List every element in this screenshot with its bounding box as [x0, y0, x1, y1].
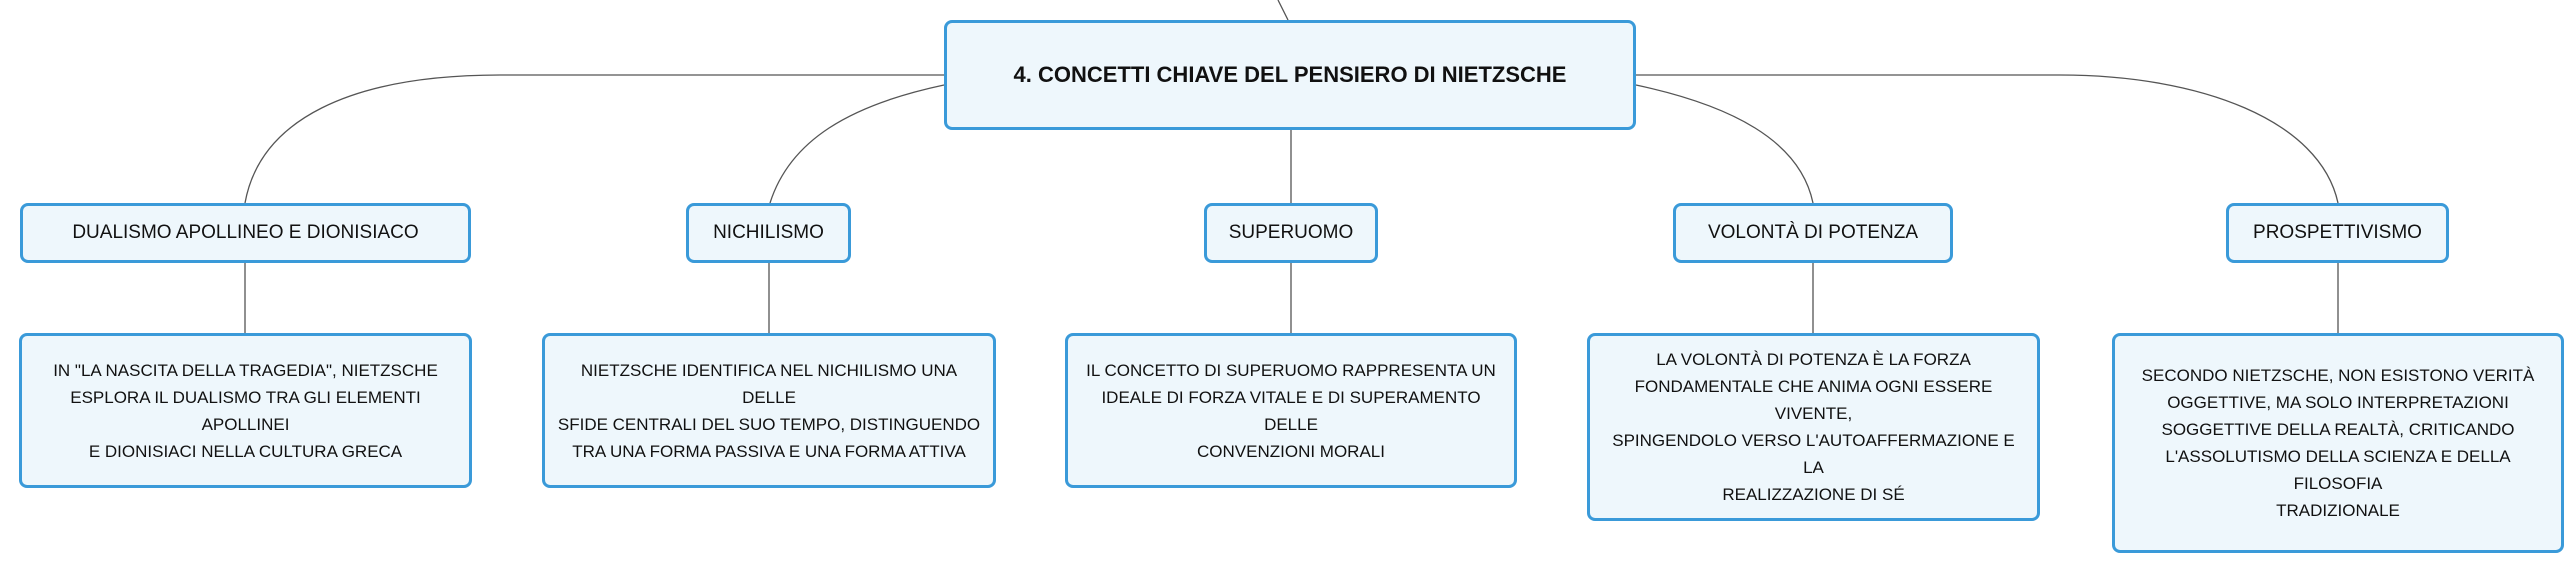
desc-line: SOGGETTIVE DELLA REALTÀ, CRITICANDO — [2161, 420, 2515, 439]
desc-line: TRA UNA FORMA PASSIVA E UNA FORMA ATTIVA — [572, 441, 966, 461]
topic-label: PROSPETTIVISMO — [2253, 222, 2422, 243]
desc-line: FONDAMENTALE CHE ANIMA OGNI ESSERE VIVENTE, — [1634, 377, 1993, 423]
desc-text — [1600, 346, 2027, 508]
connector-root-topic-2 — [770, 85, 944, 203]
topic-label: SUPERUOMO — [1228, 222, 1354, 243]
topic-label: NICHILISMO — [713, 222, 824, 243]
topic-node-dualismo[interactable] — [20, 203, 471, 263]
connector-root-topic-4 — [1636, 85, 1813, 203]
topic-node-volonta[interactable] — [1673, 203, 1953, 263]
desc-line: IL CONCETTO DI SUPERUOMO RAPPRESENTA UN — [1086, 360, 1496, 380]
desc-line: CONVENZIONI MORALI — [1197, 441, 1385, 461]
desc-node-volonta[interactable] — [1587, 333, 2040, 521]
desc-line: SECONDO NIETZSCHE, NON ESISTONO VERITÀ — [2141, 366, 2535, 385]
desc-line: IDEALE DI FORZA VITALE E DI SUPERAMENTO DELLE — [1101, 387, 1481, 434]
connector-root-parent — [1278, 0, 1288, 20]
desc-line: L'ASSOLUTISMO DELLA SCIENZA E DELLA FILOSOFIA — [2165, 447, 2511, 493]
connector-root-topic-5 — [1636, 75, 2338, 203]
topic-node-prospettivismo[interactable] — [2226, 203, 2449, 263]
topic-label: DUALISMO APOLLINEO E DIONISIACO — [72, 222, 419, 243]
desc-node-superuomo[interactable] — [1065, 333, 1517, 488]
desc-line: LA VOLONTÀ DI POTENZA È LA FORZA — [1656, 350, 1971, 369]
desc-text — [2125, 362, 2551, 524]
connector-root-topic-1 — [245, 75, 944, 203]
desc-line: NIETZSCHE IDENTIFICA NEL NICHILISMO UNA DELLE — [580, 360, 958, 407]
topic-label: VOLONTÀ DI POTENZA — [1707, 222, 1919, 243]
desc-text — [32, 357, 459, 465]
desc-line: SFIDE CENTRALI DEL SUO TEMPO, DISTINGUENDO — [557, 414, 981, 434]
desc-line: SPINGENDOLO VERSO L'AUTOAFFERMAZIONE E LA — [1612, 431, 2015, 477]
desc-line: TRADIZIONALE — [2276, 501, 2400, 520]
desc-node-nichilismo[interactable] — [542, 333, 996, 488]
desc-text — [1078, 357, 1504, 465]
desc-text — [555, 357, 983, 465]
root-node[interactable] — [944, 20, 1636, 130]
root-label: 4. CONCETTI CHIAVE DEL PENSIERO DI NIETZSCHE — [1013, 62, 1567, 87]
desc-line: E DIONISIACI NELLA CULTURA GRECA — [88, 441, 403, 461]
topic-node-nichilismo[interactable] — [686, 203, 851, 263]
desc-line: ESPLORA IL DUALISMO TRA GLI ELEMENTI APOLLINEI — [70, 387, 421, 434]
desc-line: IN "LA NASCITA DELLA TRAGEDIA", NIETZSCHE — [53, 360, 438, 380]
desc-line: REALIZZAZIONE DI SÉ — [1722, 485, 1905, 504]
desc-node-prospettivismo[interactable] — [2112, 333, 2564, 553]
topic-node-superuomo[interactable] — [1204, 203, 1378, 263]
desc-line: OGGETTIVE, MA SOLO INTERPRETAZIONI — [2167, 393, 2509, 412]
desc-node-dualismo[interactable] — [19, 333, 472, 488]
